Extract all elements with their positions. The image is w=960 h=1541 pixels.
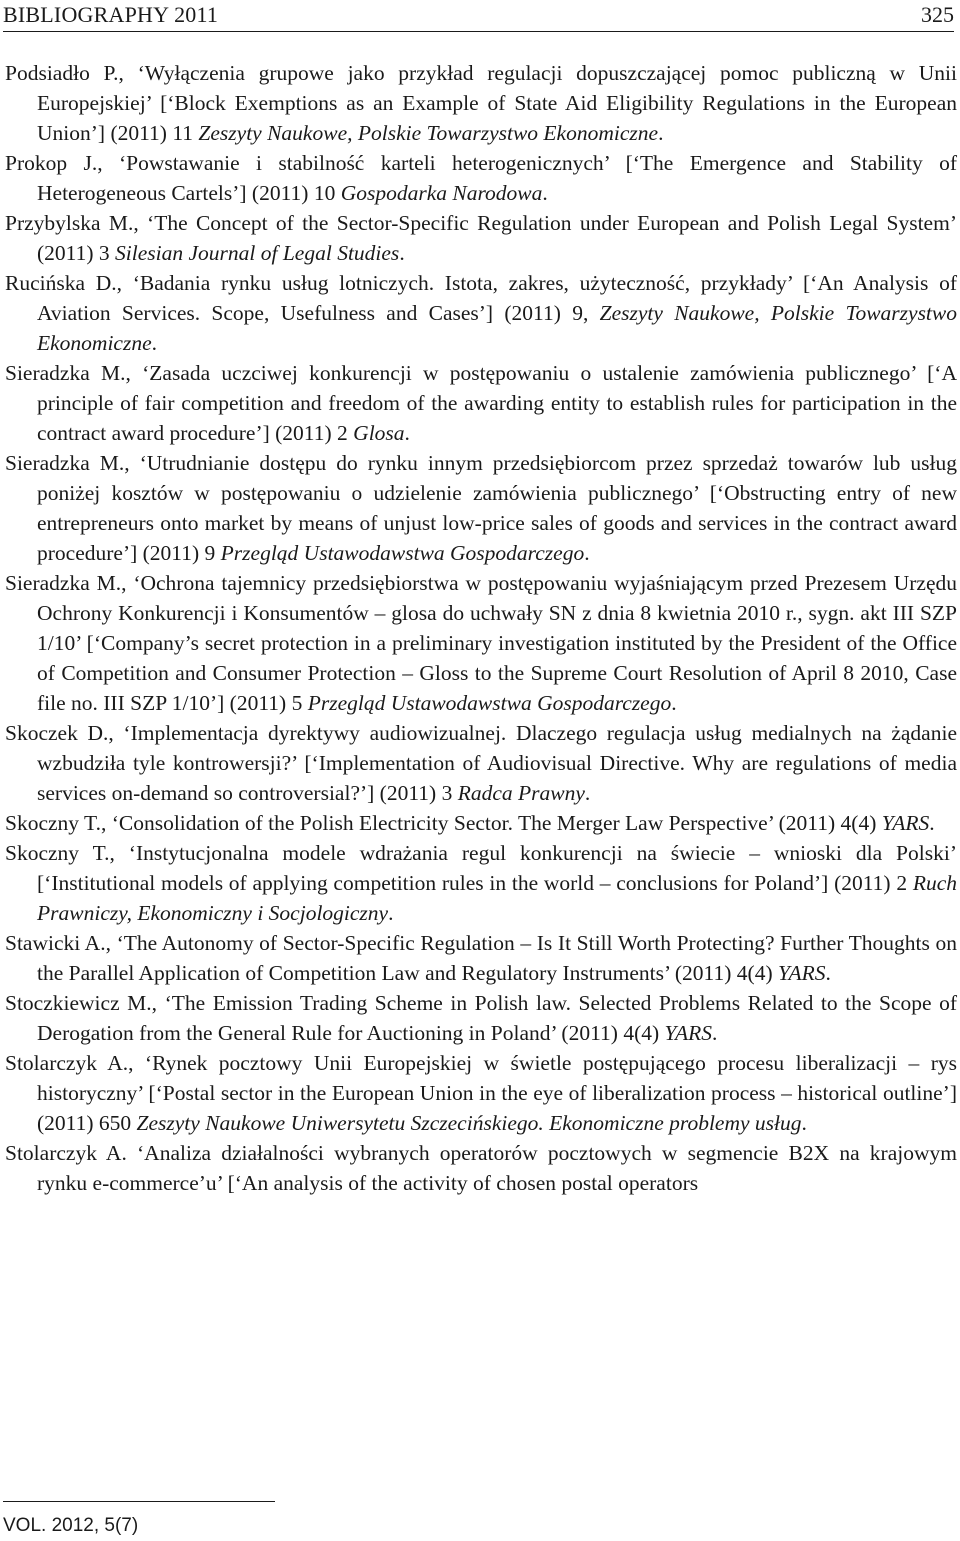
entry-text: , ‘The Autonomy of Sector-Specific Regulation – Is It Still Worth Protecting? Further Thoughts on the Parallel Application of Competition Law and Regulatory Instruments’ (2011) 4(4) [37, 931, 957, 985]
entry-journal: Radca Prawny [457, 781, 585, 805]
entry-text: , ‘Ochrona tajemnicy przedsiębiorstwa w postępowaniu wyjaśniającym przed Prezesem Urzędu Ochrony Konkurencji i Konsumentów – glosa do uchwały SN z dnia 8 kwietnia 2010 r., sygn. akt III SZP 1/10’ [‘Company’s secret protection in a preliminary investigation instituted by the President of the Office of Competition and Consumer Protection – Gloss to the Supreme Court Resolution of April 8 2010, Case file no. III SZP 1/10’] (2011) 5 [37, 571, 957, 715]
entry-author: Stolarczyk A. [5, 1141, 127, 1165]
entry-tail: . [404, 421, 410, 445]
entry-tail: . [388, 901, 394, 925]
bibliography-entry [5, 838, 957, 928]
entry-tail: . [712, 1021, 718, 1045]
entry-tail: . [671, 691, 677, 715]
entry-journal: Gospodarka Narodowa [340, 181, 543, 205]
bibliography-entry [5, 718, 957, 808]
entry-text: ‘Analiza działalności wybranych operatorów pocztowych w segmencie B2X na krajowym rynku e-commerce’u’ [‘An analysis of the activity of chosen postal operators [37, 1141, 957, 1195]
bibliography-entry [5, 808, 957, 838]
volume-label: VOL. 2012, 5(7) [3, 1515, 139, 1536]
entry-journal: Zeszyty Naukowe, Polskie Towarzystwo Ekonomiczne [37, 301, 957, 355]
footer-divider [3, 1501, 275, 1502]
entry-author: Skoczny T. [5, 811, 101, 835]
entry-journal: Przegląd Ustawodawstwa Gospodarczego [307, 691, 672, 715]
bibliography-entry [5, 928, 957, 988]
entry-journal: Glosa [353, 421, 405, 445]
entry-tail: . [658, 121, 664, 145]
entry-text: , ‘Implementacja dyrektywy audiowizualnej. Dlaczego regulacja usług medialnych na żądanie wzbudziła tyle kontrowersji?’ [‘Implementation of Audiovisual Directive. Why are regulations of media services on-demand so controversial?’] (2011) 3 [37, 721, 957, 805]
entry-author: Stoczkiewicz M. [5, 991, 152, 1015]
entry-author: Skoczny T. [5, 841, 110, 865]
entry-journal: Silesian Journal of Legal Studies [115, 241, 400, 265]
entry-text: , ‘Zasada uczciwej konkurencji w postępowaniu o ustalenie zamówienia publicznego’ [‘A principle of fair competition and freedom of the awarding entity to establish rules for participation in the contract award procedure’] (2011) 2 [37, 361, 957, 445]
entry-text: , ‘Badania rynku usług lotniczych. Istota, zakres, użyteczność, przykłady’ [‘An Analysis of Aviation Services. Scope, Usefulness and Cases’] (2011) 9, [37, 271, 957, 325]
entry-author: Stawicki A. [5, 931, 106, 955]
entry-journal: Zeszyty Naukowe, Polskie Towarzystwo Ekonomiczne [198, 121, 659, 145]
bibliography-entry [5, 148, 957, 208]
entry-tail: . [584, 781, 591, 805]
entry-text: , ‘The Concept of the Sector-Specific Regulation under European and Polish Legal System’ (2011) 3 [37, 211, 957, 265]
entry-text: , ‘The Emission Trading Scheme in Polish law. Selected Problems Related to the Scope of Derogation from the General Rule for Auctioning in Poland’ (2011) 4(4) [37, 991, 957, 1045]
entry-author: Rucińska D. [5, 271, 117, 295]
bibliography-entry [5, 568, 957, 718]
page-number: 325 [921, 2, 954, 27]
entry-journal: YARS [777, 961, 826, 985]
entry-author: Sieradzka M. [5, 451, 125, 475]
entry-text: , ‘Rynek pocztowy Unii Europejskiej w świetle postępującego procesu liberalizacji – rys historyczny’ [‘Postal sector in the European Union in the eye of liberalization process – historical outline’] (2011) 650 [37, 1051, 957, 1135]
bibliography-entry [5, 268, 957, 358]
entry-tail: . [151, 331, 158, 355]
bibliography-list [5, 58, 957, 1198]
entry-tail: . [929, 811, 935, 835]
bibliography-entry [5, 1048, 957, 1138]
entry-journal: Zeszyty Naukowe Uniwersytetu Szczecińskiego. Ekonomiczne problemy usług [136, 1111, 802, 1135]
running-header [3, 0, 954, 34]
bibliography-entry [5, 208, 957, 268]
entry-author: Podsiadło P. [5, 61, 119, 85]
bibliography-entry [5, 358, 957, 448]
entry-author: Sieradzka M. [5, 361, 126, 385]
entry-tail: . [399, 241, 405, 265]
entry-journal: YARS [664, 1021, 713, 1045]
entry-tail: . [542, 181, 548, 205]
entry-journal: YARS [881, 811, 930, 835]
entry-author: Przybylska M. [5, 211, 134, 235]
entry-author: Prokop J. [5, 151, 98, 175]
entry-author: Stolarczyk A. [5, 1051, 129, 1075]
bibliography-entry [5, 448, 957, 568]
bibliography-entry [5, 988, 957, 1048]
entry-tail: . [801, 1111, 807, 1135]
entry-tail: . [825, 961, 831, 985]
bibliography-entry [5, 1138, 957, 1198]
bibliography-entry [5, 58, 957, 148]
entry-journal: Ruch Prawniczy, Ekonomiczny i Socjologiczny [37, 871, 957, 925]
entry-text: , ‘Powstawanie i stabilność karteli heterogenicznych’ [‘The Emergence and Stability of Heterogeneous Cartels’] (2011) 10 [37, 151, 958, 205]
entry-text: , ‘Wyłączenia grupowe jako przykład regulacji dopuszczającej pomoc publiczną w Unii Europejskiej’ [‘Block Exemptions as an Example of State Aid Eligibility Regulations in the European Union’] (2011) 11 [37, 61, 957, 145]
entry-text: , ‘Utrudnianie dostępu do rynku innym przedsiębiorcom przez sprzedaż towarów lub usług poniżej kosztów w postępowaniu o udzielenie zamówienia publicznego’ [‘Obstructing entry of new entrepreneurs onto market by means of unjust low-price sales of goods and services in the contract award procedure’] (2011) 9 [37, 451, 957, 565]
entry-text: , ‘Instytucjonalna modele wdrażania regul konkurencji na świecie – wnioski dla Polski’ [‘Institutional models of applying competition rules in the world – conclusions for Poland’] (2011) 2 [37, 841, 957, 895]
entry-journal: Przegląd Ustawodawstwa Gospodarczego [220, 541, 585, 565]
entry-text: , ‘Consolidation of the Polish Electricity Sector. The Merger Law Perspective’ (2011) 4(4) [100, 811, 882, 835]
entry-tail: . [584, 541, 590, 565]
header-divider [3, 31, 954, 32]
entry-author: Sieradzka M. [5, 571, 122, 595]
entry-author: Skoczek D. [5, 721, 109, 745]
running-title: BIBLIOGRAPHY 2011 [3, 2, 219, 27]
